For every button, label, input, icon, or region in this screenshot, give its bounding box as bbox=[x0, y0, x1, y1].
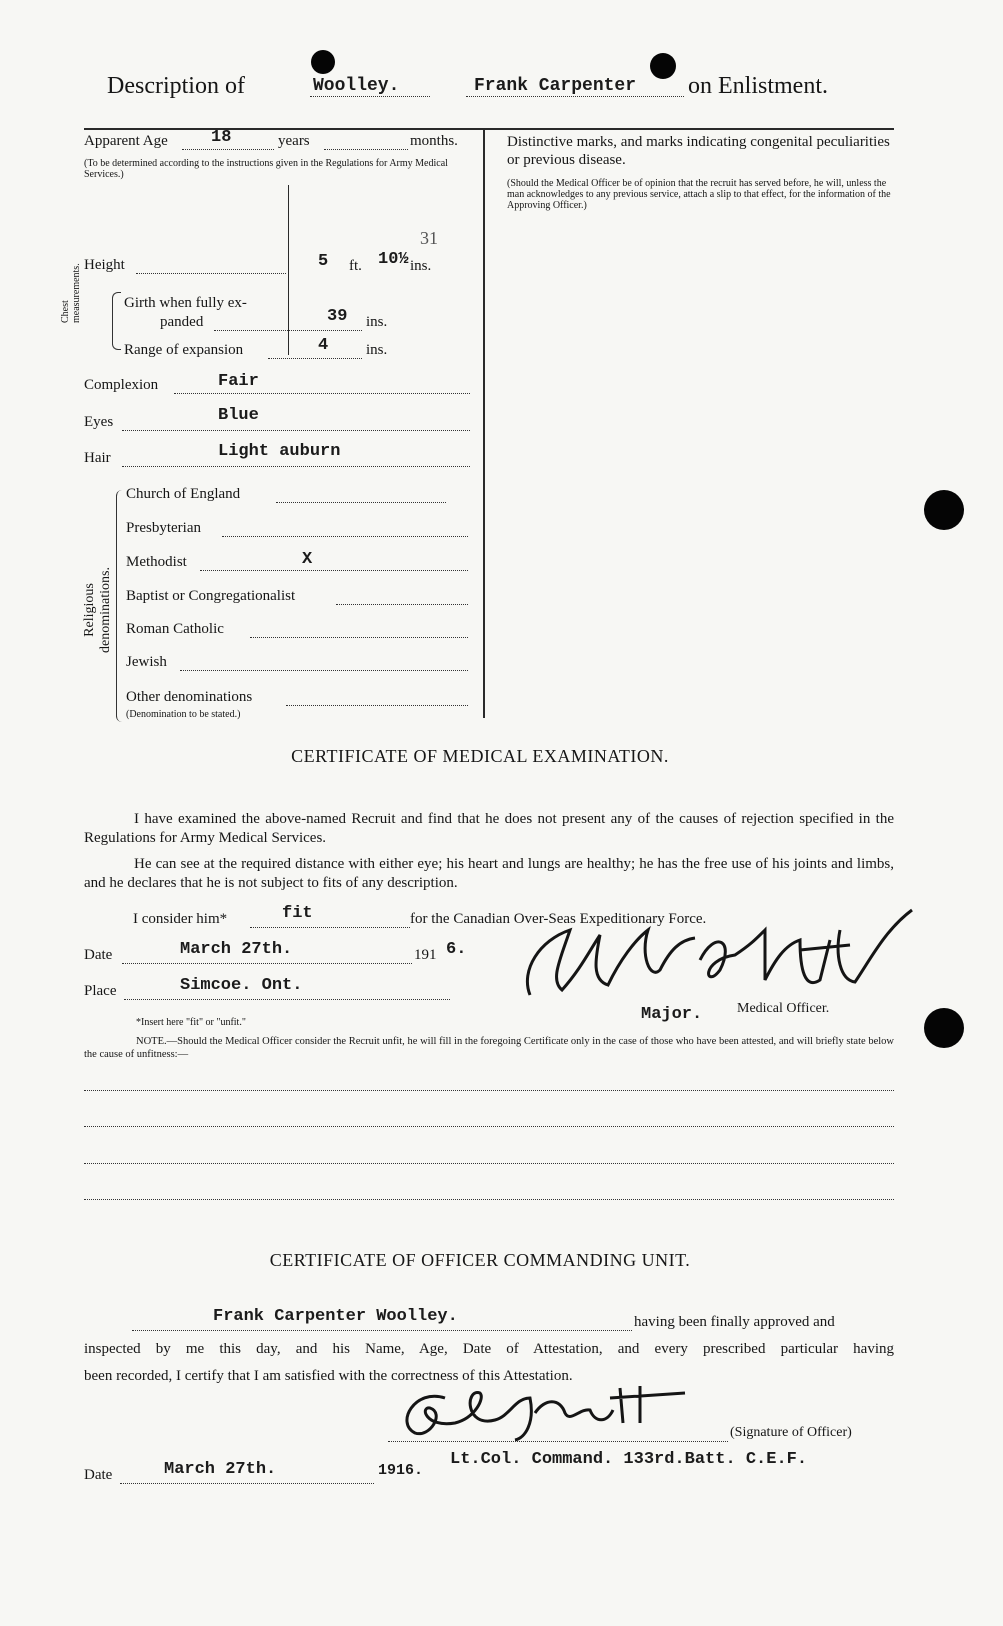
girth-label-line1: Girth when fully ex- bbox=[124, 295, 247, 311]
recruit-name-value: Frank Carpenter Woolley. bbox=[213, 1307, 458, 1326]
height-feet-value: 5 bbox=[318, 252, 329, 271]
punch-hole bbox=[924, 1008, 964, 1048]
punch-hole bbox=[650, 53, 676, 79]
medical-date-label: Date bbox=[84, 947, 113, 963]
height-label: Height bbox=[84, 257, 125, 273]
medical-officer-signature bbox=[500, 900, 920, 1020]
commanding-officer-signature bbox=[385, 1368, 715, 1448]
column-divider bbox=[483, 128, 485, 718]
medical-officer-label: Medical Officer. bbox=[737, 1001, 830, 1016]
medical-year-suffix: 6. bbox=[446, 940, 467, 959]
eyes-line bbox=[122, 430, 470, 431]
unfit-cause-line bbox=[84, 1199, 894, 1200]
complexion-value: Fair bbox=[218, 372, 259, 391]
commanding-date-line bbox=[120, 1483, 374, 1484]
hair-line bbox=[122, 466, 470, 467]
commanding-officer-title: Lt.Col. Command. 133rd.Batt. C.E.F. bbox=[450, 1450, 808, 1469]
girth-ins-label: ins. bbox=[366, 314, 388, 330]
years-label: years bbox=[278, 133, 310, 149]
girth-label-line2: panded bbox=[160, 314, 204, 330]
recruit-name-line bbox=[132, 1330, 632, 1331]
surname-line bbox=[310, 96, 430, 97]
chest-brace bbox=[112, 292, 121, 350]
complexion-label: Complexion bbox=[84, 377, 159, 393]
medical-officer-rank: Major. bbox=[641, 1005, 703, 1024]
signature-of-officer-label: (Signature of Officer) bbox=[730, 1425, 852, 1440]
apparent-age-label: Apparent Age bbox=[84, 133, 168, 149]
religion-line bbox=[180, 670, 468, 671]
hair-value: Light auburn bbox=[218, 442, 341, 461]
age-instruction-note: (To be determined according to the instructions given in the Regulations for Army Medical Services.) bbox=[84, 158, 448, 180]
commanding-certificate-title: CERTIFICATE OF OFFICER COMMANDING UNIT. bbox=[269, 1250, 691, 1270]
range-label: Range of expansion bbox=[124, 342, 244, 358]
medical-certificate-title: CERTIFICATE OF MEDICAL EXAMINATION. bbox=[291, 746, 669, 766]
religion-line bbox=[200, 570, 468, 571]
religion-church-of-england: Church of England bbox=[126, 486, 241, 502]
range-ins-label: ins. bbox=[366, 342, 388, 358]
complexion-line bbox=[174, 393, 470, 394]
medical-date-value: March 27th. bbox=[180, 940, 293, 959]
religion-baptist: Baptist or Congregationalist bbox=[126, 588, 296, 604]
signature-line bbox=[388, 1441, 728, 1442]
commanding-year-value: 1916. bbox=[378, 1462, 424, 1479]
commanding-text-1: having been finally approved and bbox=[634, 1314, 835, 1330]
place-label: Place bbox=[84, 983, 117, 999]
surname-value: Woolley. bbox=[313, 76, 400, 96]
height-inches-value: 10½ bbox=[378, 250, 409, 269]
religion-line bbox=[276, 502, 446, 503]
religion-other: Other denominations bbox=[126, 689, 253, 705]
range-line bbox=[268, 358, 362, 359]
girth-value: 39 bbox=[327, 307, 348, 326]
fit-value: fit bbox=[282, 904, 313, 923]
religion-brace bbox=[116, 490, 125, 722]
feet-label: ft. bbox=[349, 258, 362, 274]
punch-hole bbox=[924, 490, 964, 530]
commanding-text-3: been recorded, I certify that I am satisfied with the correctness of this Attestation. bbox=[84, 1368, 573, 1384]
commanding-text-2: inspected by me this day, and his Name, Age, Date of Attestation, and every prescribed particular having bbox=[84, 1341, 894, 1357]
given-names-line bbox=[466, 96, 684, 97]
religion-roman-catholic: Roman Catholic bbox=[126, 621, 224, 637]
religion-presbyterian: Presbyterian bbox=[126, 520, 201, 536]
fit-line bbox=[250, 927, 410, 928]
age-line bbox=[182, 149, 274, 150]
unfit-cause-line bbox=[84, 1126, 894, 1127]
religion-line bbox=[222, 536, 468, 537]
religion-jewish: Jewish bbox=[126, 654, 167, 670]
stray-mark: 31 bbox=[420, 228, 438, 248]
religion-line bbox=[250, 637, 468, 638]
unfit-note: NOTE.—Should the Medical Officer consider the Recruit unfit, he will fill in the foregoing Certificate only in the case of those who have been attested, and will briefly state below the cause of unfitness:— bbox=[84, 1036, 894, 1060]
denomination-note: (Denomination to be stated.) bbox=[126, 709, 241, 720]
commanding-date-label: Date bbox=[84, 1467, 113, 1483]
place-line bbox=[124, 999, 450, 1000]
medical-date-line bbox=[122, 963, 412, 964]
distinctive-marks-title: Distinctive marks, and marks indicating congenital peculiarities or previous disease. bbox=[507, 134, 890, 168]
chest-measurements-side-label: Chest measurements. bbox=[60, 263, 82, 323]
height-line bbox=[136, 273, 286, 274]
range-value: 4 bbox=[318, 336, 329, 355]
religion-line bbox=[286, 705, 468, 706]
on-enlistment-label: on Enlistment. bbox=[688, 73, 828, 99]
religious-denominations-side-label: Religious denominations. bbox=[82, 567, 113, 653]
consider-label: I consider him* bbox=[133, 911, 228, 927]
eyes-label: Eyes bbox=[84, 414, 114, 430]
girth-line bbox=[214, 330, 362, 331]
description-of-label: Description of bbox=[107, 73, 245, 99]
place-value: Simcoe. Ont. bbox=[180, 976, 303, 995]
given-names-value: Frank Carpenter bbox=[474, 76, 637, 96]
header-rule bbox=[84, 128, 894, 130]
age-years-value: 18 bbox=[211, 128, 232, 147]
commanding-date-value: March 27th. bbox=[164, 1460, 277, 1479]
distinctive-marks-note: (Should the Medical Officer be of opinion that the recruit has served before, he will, unless the man acknowledges to any previous service, attach a slip to that effect, for the information of the Approving Officer.) bbox=[507, 178, 891, 211]
religion-line bbox=[336, 604, 468, 605]
medical-paragraph-2: He can see at the required distance with either eye; his heart and lungs are healthy; he has the free use of his joints and limbs, and he declares that he is not subject to fits of any description. bbox=[84, 856, 894, 891]
medical-year-prefix: 191 bbox=[414, 947, 437, 963]
unfit-cause-line bbox=[84, 1163, 894, 1164]
religion-methodist: Methodist bbox=[126, 554, 187, 570]
force-label: for the Canadian Over-Seas Expeditionary Force. bbox=[410, 911, 707, 927]
months-label: months. bbox=[410, 133, 458, 149]
hair-label: Hair bbox=[84, 450, 111, 466]
insert-note: *Insert here "fit" or "unfit." bbox=[136, 1017, 246, 1028]
medical-paragraph-1: I have examined the above-named Recruit and find that he does not present any of the causes of rejection specified in the Regulations for Army Medical Services. bbox=[84, 811, 894, 846]
unfit-cause-line bbox=[84, 1090, 894, 1091]
months-line bbox=[324, 149, 408, 150]
methodist-mark: X bbox=[302, 550, 313, 569]
inches-label: ins. bbox=[410, 258, 432, 274]
eyes-value: Blue bbox=[218, 406, 259, 425]
punch-hole bbox=[311, 50, 335, 74]
